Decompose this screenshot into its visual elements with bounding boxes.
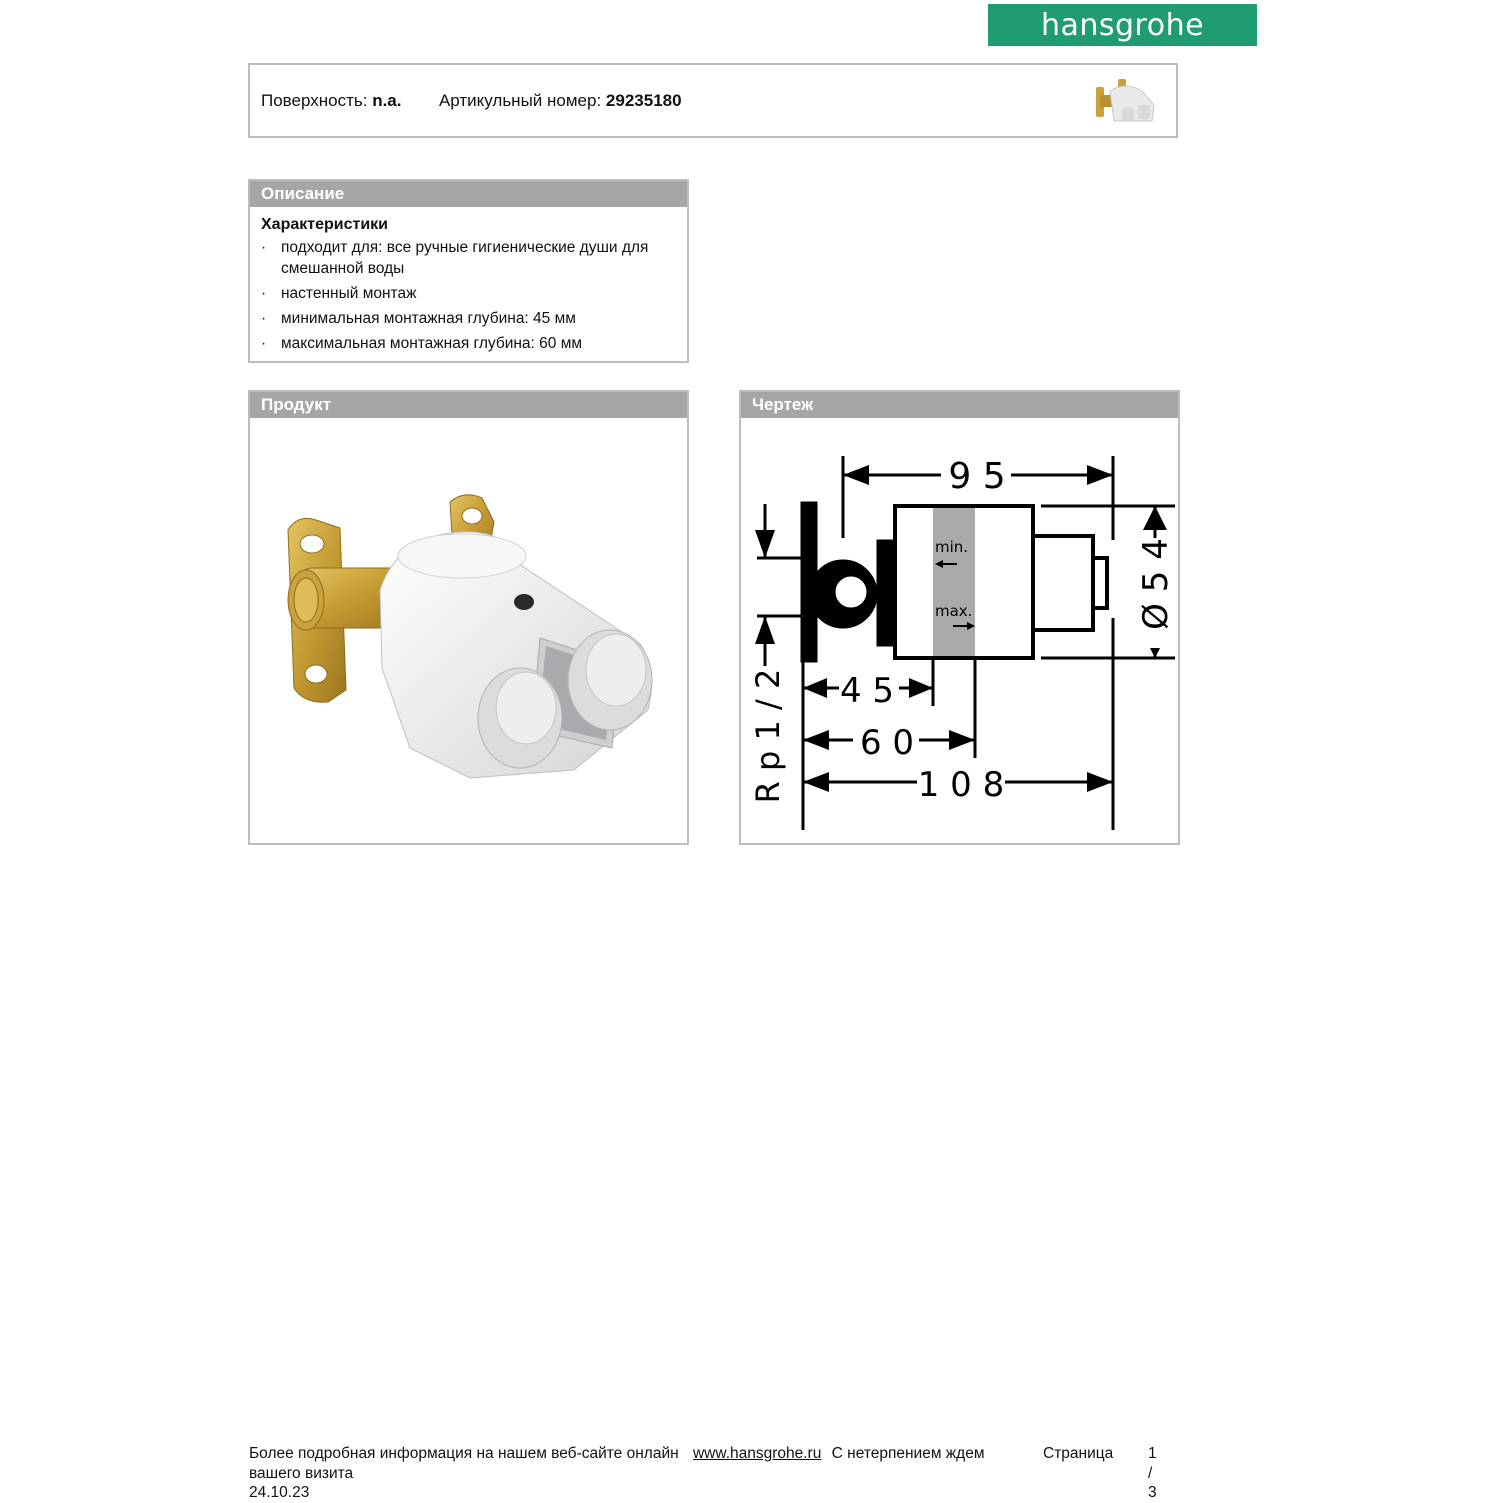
header-text	[261, 91, 682, 111]
website-link[interactable]: www.hansgrohe.ru	[692, 1445, 822, 1462]
dim-diameter-54-label: Ø 5 4	[1136, 538, 1176, 630]
surface-value: n.a.	[372, 91, 402, 110]
feature-item	[261, 333, 676, 354]
features-heading: Характеристики	[261, 216, 389, 233]
product-thumbnail	[1092, 77, 1160, 127]
description-panel	[248, 179, 689, 363]
bullet: ·	[261, 285, 267, 302]
feature-item	[261, 237, 676, 279]
page-label: Страница	[1043, 1445, 1114, 1462]
product-title: Продукт	[250, 392, 687, 418]
footer	[249, 1444, 1157, 1503]
technical-drawing	[741, 418, 1178, 843]
feature-text: подходит для: все ручные гигиенические души для смешанной воды	[281, 239, 649, 277]
description-title: Описание	[250, 181, 687, 207]
article-label: Артикульный номер:	[438, 91, 602, 110]
thread-label: R p 1 / 2	[749, 668, 787, 804]
footer-info: Более подробная информация на нашем веб-сайте онлайн	[249, 1445, 679, 1462]
bullet: ·	[261, 335, 267, 352]
dim-95-label: 9 5	[948, 456, 1006, 497]
drawing-panel	[739, 390, 1180, 845]
footer-tagline-continued: вашего визита	[249, 1464, 354, 1482]
feature-text: минимальная монтажная глубина: 45 мм	[281, 310, 576, 327]
feature-item	[261, 308, 676, 329]
dim-108-label: 1 0 8	[917, 765, 1005, 805]
product-image	[250, 418, 687, 843]
min-label: min.	[935, 538, 969, 556]
feature-item	[261, 283, 676, 304]
product-panel	[248, 390, 689, 845]
bullet: ·	[261, 310, 267, 327]
footer-tagline: С нетерпением ждем	[831, 1445, 985, 1462]
article-value: 29235180	[605, 91, 682, 110]
dim-45-label: 4 5	[839, 671, 895, 711]
feature-text: настенный монтаж	[281, 285, 417, 302]
page-number: 1 / 3	[1148, 1445, 1157, 1501]
hansgrohe-logo: hansgrohe	[988, 4, 1257, 46]
drawing-title: Чертеж	[741, 392, 1178, 418]
footer-date: 24.10.23	[249, 1484, 310, 1501]
max-label: max.	[935, 602, 973, 620]
dim-60-label: 6 0	[859, 723, 915, 763]
product-header	[248, 63, 1178, 138]
feature-text: максимальная монтажная глубина: 60 мм	[281, 335, 583, 352]
surface-label: Поверхность:	[261, 91, 368, 110]
bullet: ·	[261, 239, 267, 256]
